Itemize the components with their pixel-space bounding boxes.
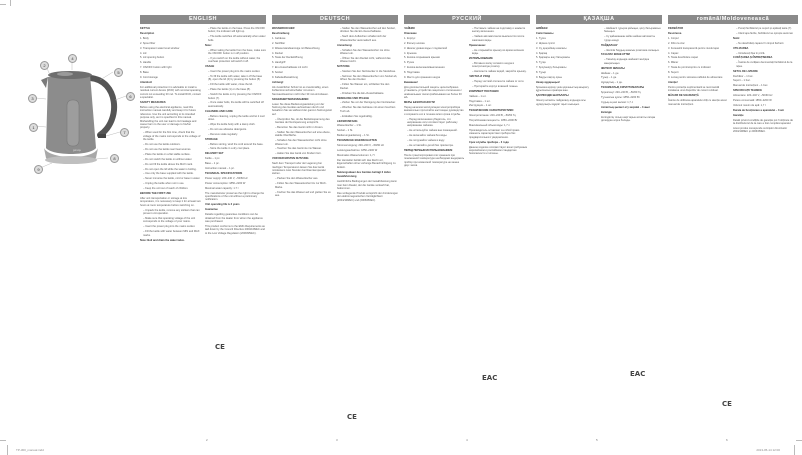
list-item: – Вставьте вилку сетевого шнура в электрическую розетку. [472,61,515,69]
paragraph: 5. Tasta deschidere capac [668,56,699,60]
paragraph: Suport – 1 buc. [733,79,751,83]
list-item: – Stecken Sie den Netzstecker in die Steckdose. [340,70,396,74]
paragraph: 8. Sockel [272,71,283,75]
paragraph: Instruction manual – 1 pc. [205,167,235,171]
section-heading: ИСПОЛЬЗОВАНИЕ [469,56,493,60]
section-heading: KETTLE [140,27,151,30]
paragraph: Потребляемая мощность: 1850–2200 Вт [469,119,518,123]
page-number: 3 [336,438,338,442]
section-heading: Garanție [733,113,744,117]
section-heading: Attention! [140,80,153,84]
section-heading: Gewährleistung [337,175,357,179]
list-item: – Протирайте корпус влажной тканью. [472,84,519,88]
section-heading: UTILIZAREA [733,46,749,50]
section-heading: Аспаптың қызмет ету мерзімі – 3 жыл [601,105,650,109]
list-item: – Füllen Sie den Wasserkocher bis zur MAX-Marke. [275,182,327,189]
paragraph: Электропитание: 220–240 В, ~50/60 Гц [469,114,516,118]
paragraph: Alimentare: 220–240 V, ~50/60 Hz [733,94,773,98]
callout-4: 4 [68,54,77,63]
paragraph: 4. Deckel [272,51,283,55]
list-item: – Не оставляйте детей без присмотра. [407,144,454,148]
paragraph: Fierbător – 1 buc. [733,74,754,78]
list-item: – Су қайнағаннан кейін шәйнек автоматты түрде өшеді. [604,35,656,42]
paragraph: Manual de instrucțiuni – 1 buc. [733,84,769,88]
list-item: – Do not switch the kettle on without water. [143,157,193,161]
list-item: – Перед чисткой отключите чайник от сети. [472,79,525,83]
paragraph: 8. Suport [668,71,679,75]
list-item: – Nu deschideți capacul în timpul fierberii. [736,41,785,45]
paragraph: Base – 1 pc. [205,162,220,166]
list-item: – Kochen Sie das Wasser auf und gießen Sie es aus. [275,190,331,197]
list-item: – Place the kettle on the base. Press the ON/OFF button; the indicator will light up. [208,27,266,34]
list-item: – Поставьте чайник на подставку и нажмите кнопку включения. [472,27,526,34]
section-heading: Назар аударыңыз! [536,80,560,84]
paragraph: Volumul maxim de apă: 1,7 l [733,104,766,107]
paragraph: 2. Netzfilter [272,41,286,45]
paragraph: 7. Кнопка включения/выключения [404,66,445,70]
list-item: – Benutzen Sie das Gerät nicht im Freien. [275,125,324,129]
section-heading: МЕРЫ БЕЗОПАСНОСТИ [404,101,435,104]
section-header-deutsch: DEUTSCH [272,15,398,24]
paragraph: 3. Су деңгейінің шкаласы [536,46,567,50]
paragraph: Acest produs corespunde cerințelor directivelor 2004/108/EC și 2006/95/EC. [733,127,788,134]
section-heading: WASSERKOCHER [272,27,295,30]
list-item: – Switch the kettle on by pressing the ON/OFF button (7). [208,93,262,100]
page-number: 5 [596,438,598,442]
section-heading: ТЕХНИЧЕСКИЕ ХАРАКТЕРИСТИКИ [469,109,514,113]
section-heading: Description [140,31,155,35]
panel-english [140,15,266,420]
list-item: – Never immerse the kettle, cord or base in water. [143,177,201,181]
paragraph: Данное изделие соответствует всем требуемым европейским и российским стандартам безопасности и гигиены. [469,145,527,156]
section-heading: VOR DER ERSTEN NUTZUNG [272,157,309,161]
list-item: – Чайник автоматически выключится после закипания воды. [472,35,525,42]
list-item: – Before storing, wind the cord around the base. [208,142,264,146]
section-heading: ТАЗАЛАУ ЖӘНЕ КҮТІМ [601,53,630,57]
callout-7: 7 [120,128,129,137]
list-item: – Store the kettle in a dry cool place. [208,147,250,151]
section-heading: STORAGE [205,137,218,141]
paragraph: 4. Capac [668,51,679,55]
column-left [668,27,729,135]
paragraph: Maximal water capacity: 1.7 l [205,186,239,190]
list-item: – Не используйте чайник вне помещений. [407,129,458,133]
paragraph: Bedienungsanleitung – 1 St. [337,134,370,138]
paragraph: Maximales Wasservolumen: 1,7 l [337,153,375,157]
list-item: – Öffnen Sie den Deckel nicht, während das Wasser kocht. [340,56,391,64]
callout-2: 2 [40,61,49,70]
list-item: – Place the kettle on a flat stable surface. [143,152,191,156]
paragraph: Шәйнек – 1 дн. [601,71,619,75]
section-heading: USAGE [205,65,215,69]
column-left [140,27,201,243]
paragraph: Wasserkocher – 1 St. [337,124,362,128]
paragraph: For additional protection it is advisable to install a residual current device (RCD) with nominal operating current not exceeding 30 mA. To install RCD, contact a specialist. [140,85,201,100]
footer-slug-left: TP-300_manual.indd [16,448,44,452]
section-heading: FIERBĂTOR [668,27,684,30]
list-item: – Place the kettle (1) on the base (8). [208,88,251,92]
paragraph: 3. Fereastră transparentă pentru nivelul apei [668,46,720,50]
list-item: – Тазалау алдында шәйнекті желіден ажыратыңыз. [604,58,650,65]
paragraph: 4. Lid [140,51,147,55]
section-heading: Note: [205,43,212,47]
list-item: – Nehmen Sie den Wasserkocher vom Sockel ab, öffnen Sie den Deckel. [340,74,398,82]
paragraph: 9. Место для хранения шнура [404,76,441,80]
list-item: – Când apa fierbe, fierbătorul se oprește automat. [736,31,794,35]
list-item: – Stellen Sie den Wasserkocher auf eine ebene, stabile Oberfläche. [275,130,331,138]
list-item: – Wipe the kettle body with a damp cloth. [208,122,256,126]
paragraph: 2. Spout filter [140,41,156,45]
list-item: – Stellen Sie den Wasserkocher auf den Sockel, drücken Sie die Ein-/Ausschalttaste. [340,27,396,34]
list-item: – Once water boils, the kettle will be switched off automatically. [208,101,264,108]
paragraph: 2. Фильтр носика [404,41,425,45]
list-item: – Не включайте чайник без воды. [407,134,448,138]
crop-mark [796,440,802,441]
list-item: – Do not fill the kettle above the MAX mark. [143,162,193,166]
paragraph: 8. Подставка [404,71,420,75]
section-heading: Guarantee [205,208,218,212]
section-heading: ТЕХНИКАЛЫҚ СИПАТТАМАЛАРЫ [601,86,645,90]
list-item: – Do not use the kettle near heat sources. [143,147,192,151]
list-item: – Make sure that operating voltage of the unit corresponds to the voltage of your mains. [143,216,196,224]
paragraph: The manufacturer preserves the right to change the specifications of the unit without a preliminary notification. [205,191,265,202]
list-item: – Ziehen Sie vor der Reinigung den Netzstecker. [340,101,396,105]
section-heading: REINIGUNG UND PFLEGE [337,96,370,100]
section-heading: LIEFERUMFANG [337,119,358,123]
paragraph: 1. Корпус [404,36,416,40]
callout-8: 8 [110,154,119,163]
paragraph: 4. Қақпақ [536,51,547,55]
paragraph: 7. ON/OFF button with light [140,66,172,70]
callout-3: 3 [28,94,37,103]
section-heading: TECHNISCHE EIGENSCHAFTEN [337,139,377,143]
list-item: – Puneți fierbătorul pe suport și apăsați tasta (7). [736,27,792,30]
paragraph: 9. Cord storage [140,76,158,80]
paragraph: After unit transportation or storage at low temperature, it is necessary to keep it for at least two hours at room temperature before switching on. [140,196,201,207]
list-item: – Unplug the kettle when not in use. [143,182,185,186]
paragraph: Power consumption: 1850–2200 W [205,181,246,185]
paragraph: 9. Бауды сақтау орны [536,76,562,80]
section-heading: ПАЙДАЛАНУ [601,43,618,47]
list-item: – Insert the power plug into the mains socket. [143,225,196,229]
paragraph: Электр аспапты пайдалану алдында осы нұсқаулықты мұқият оқып шығыңыз. [536,99,586,106]
list-item: – Überprüfen Sie, ob die Betriebsspannung des Gerätes der Netzspannung entspricht. [275,117,330,125]
section-heading: Anmerkung: [337,43,353,47]
paragraph: Перед началом эксплуатации электроприбора внимательно прочитайте настоящее руководство и сохраните его в течение всего срока службы. [404,105,464,116]
section-heading: SETUL DE LIVRARE [733,69,758,73]
paragraph: 3. Wasserstandsanzeige mit Beleuchtung [272,46,320,50]
paragraph: После транспортировки или хранения при пониженной температуре необходимо выдержать прибор при комнатной температуре не менее двух часов. [404,153,465,168]
section-heading: SICHERHEITSMASSNAHMEN [272,97,309,101]
paragraph: 1. Gehäuse [272,36,286,40]
list-item: – Перед включением убедитесь, что напряжение сети соответствует рабочему напряжению чайника. [407,117,458,128]
page-number: 4 [466,438,468,442]
paragraph: 8. Base [140,71,149,75]
list-item: – Do not open the lid while the water is boiling. [143,167,197,171]
paragraph: Судың ең көп көлемі: 1,7 л [601,101,634,104]
callout-1: 1 [29,123,38,132]
section-heading: КОМПЛЕКТ ПОСТАВКИ [469,89,499,93]
ce-mark-icon: CE [215,343,225,351]
callout-6: 6 [126,92,135,101]
kettle-icon [0,0,140,220]
paragraph: Power supply: 220–240 V, ~50/60 Hz [205,176,248,180]
section-heading: Achtung! [272,80,284,84]
eac-mark-icon: EAC [482,374,498,382]
list-item: – When taking the kettle from the base, make sure the ON/OFF button is in off position. [208,48,266,55]
section-heading: NUTZUNG [337,65,350,69]
section-header-kazakh: ҚАЗАҚША [536,15,662,24]
list-item: – Entkalken Sie regelmäßig. [340,114,373,118]
panel-romanian [668,15,798,420]
paragraph: Details regarding guarantee conditions can be obtained from the dealer from whom the appliance was purchased. [205,213,263,223]
section-header-romanian: română/Moldovenească [668,15,798,24]
list-item: – Remove scale regularly. [208,132,238,136]
list-item: – To fill the kettle with water, take it off the base (8), open the lid (4) by pressing the button (5). [208,74,263,82]
section-heading: BEFORE THE FIRST USE [140,192,171,196]
section-heading: Atenție! [668,80,678,84]
paragraph: Для дополнительной защиты целесообразно установить устройство защитного отключения с номинальным током срабатывания не более 30 мА. [404,85,462,100]
paragraph: Тұтынатын қуаты: 1850–2200 Вт [601,96,640,100]
list-item: – Halten Sie das Gerät von Kindern fern. [275,152,322,156]
paragraph: 7. Ein-/Ausschalttaste mit Licht [272,66,308,70]
section-heading: Примечание: [469,43,486,47]
list-item: – Do not use abrasive detergents. [208,127,247,131]
paragraph: Қоректенуі: 220–240 В, ~50/60 Гц [601,91,641,95]
paragraph: Înainte de utilizarea aparatului citiți cu atenție acest manual de instrucțiuni. [668,99,727,106]
list-item: – Do not use the kettle outdoors. [143,142,181,146]
list-item: – Insert the power plug into the mains socket. [208,70,261,74]
paragraph: Das vorliegende Produkt entspricht den Forderungen der elektromagnetischen Verträglichkeit (2004/108/EC) und (2006/95/EC). [337,192,398,202]
paragraph: 6. Ручка [404,61,414,65]
section-heading: ЖЕТКІЗУ ЖИНАҒЫ [601,66,625,70]
section-heading: SAFETY MEASURES [140,101,166,104]
paragraph: Kettle – 1 pc. [205,157,221,161]
paragraph: Der Hersteller behält sich das Recht vor, Eigenschaften ohne vorherige Benachrichtigung zu ändern. [337,158,396,169]
list-item: – Drücken Sie die Ein-/Ausschalttaste. [340,91,385,95]
paragraph: 6. Тұтқа [536,61,546,65]
column-left [536,27,597,124]
list-item: – Introduceți fișa în priză. [736,51,765,55]
paragraph: 1. Corpul [668,36,679,40]
list-item: – Не открывайте крышку во время кипения воды. [472,48,524,55]
paragraph: Pentru protecție suplimentară se recomandă instalarea unui dispozitiv de curent rezidual. [668,85,720,93]
section-heading: ҚАУІПСІЗДІК ШАРАЛАРЫ [536,94,569,98]
paragraph: Қосымша қорғау үшін қорғаныстық ажырату құрылғысын орнатқан жөн. [536,85,589,93]
eac-mark-icon: EAC [630,370,646,378]
paragraph: Нұсқаулық – 1 дн. [601,81,623,85]
paragraph: Als zusätzlicher Schutz ist es zweckmäßig, einen Fehlerstromschutzschalter mit einem Nennauslösestrom nicht über 30 mA einzubauen. [272,85,329,96]
section-header-english: ENGLISH [140,15,266,24]
section-heading: Внимание! [404,80,418,84]
paragraph: 4. Крышка [404,51,417,55]
list-item: – Use only the base supplied with the kettle. [143,172,194,176]
column-right [733,27,794,135]
list-item: – Packen Sie den Wasserkocher aus. [275,177,319,181]
list-item: – Tauchen Sie das Gerät nie ins Wasser. [275,147,322,151]
paragraph: Sockel – 1 St. [337,129,354,133]
paragraph: 5. Lid opening button [140,56,165,60]
ce-mark-icon: CE [722,400,732,408]
list-item: – Füllen Sie Wasser ein, schließen Sie den Deckel. [340,83,390,90]
section-heading: ПЕРЕД ПЕРВЫМ ИСПОЛЬЗОВАНИЕМ [404,148,453,152]
section-heading: CURĂȚAREA ȘI ÎNTREȚINEREA [733,56,773,60]
list-item: – When used for the first time, check that the voltage of the mains corresponds to the voltage of the kettle. [143,131,201,142]
paragraph: This product conforms to the EMC-Requirements as laid down by the Council Directive 2004/108/EC and to the Low Voltage Regulation (2006/95/EC). [205,224,265,235]
section-heading: Срок службы прибора – 3 года [469,140,509,144]
section-heading: Описание [404,31,417,35]
panel-deutsch [272,15,398,420]
list-item: – Înainte de curățare deconectați fierbătorul de la rețea. [736,61,793,68]
section-heading: Beschreibung [272,31,290,35]
list-item: – Наполните чайник водой, закройте крышку. [472,70,527,74]
list-item: – Unpack the kettle, remove any stickers that can prevent unit operation. [143,208,200,216]
section-heading: DELIVERY SET [205,152,224,156]
column-right [337,27,398,204]
section-heading: TECHNICAL SPECIFICATIONS [205,172,243,175]
paragraph: Detalii privind condițiile de garanție pot fi obținute de la distribuitorul de la care a fost cumpărat aparatul. [733,118,793,126]
column-right [469,27,530,169]
list-item: – Keep the unit out of reach of children. [143,187,189,191]
list-item: – Fill the kettle with water between MIN and MAX marks. [143,230,200,237]
list-item: – The kettle switches off automatically when water boils. [208,35,266,42]
callout-9: 9 [34,165,43,174]
callout-5: 5 [114,68,123,77]
panel-russian [404,15,530,420]
section-header-russian: РУССКИЙ [404,15,530,24]
section-heading: Сипаттамасы [536,31,554,35]
column-right [205,27,266,243]
column-left [404,27,465,169]
list-item: – Желілік баудың ашасын розеткаға салыңыз. [604,48,660,52]
list-item: – Wischen Sie das Gehäuse mit einem feuchten Tuch ab. [340,106,396,113]
list-item: – Не погружайте чайник в воду. [407,139,445,143]
paragraph: 7. Tasta de pornire/oprire cu indicator [668,66,711,70]
paragraph: Тұғыр – 1 дн. [601,76,617,80]
paragraph: Leistungsaufnahme: 1850–2200 W [337,148,378,152]
paragraph: 3. Transparent water level window [140,46,180,50]
panel-kazakh [536,15,662,420]
paragraph: Putere consumată: 1850–2200 W [733,99,772,103]
section-heading: ЧАЙНИК [404,27,415,30]
paragraph: 5. Кнопка открывания крышки [404,56,440,60]
paragraph: 1. Body [140,36,149,40]
page-number: 2 [206,438,208,442]
ce-mark-icon: CE [347,413,357,421]
section-heading: Unit operating life is 3 years [205,203,240,207]
list-item: – Schalten Sie den Wasserkocher nie ohne Wasser ein. [340,48,390,55]
paragraph: 1. Тұлға [536,36,546,40]
paragraph: 5. Taste der Deckelöffnung [272,56,303,60]
paragraph: 8. Тұғыр [536,71,547,75]
list-item: – Fill the kettle with water, close the lid. [208,83,253,87]
paragraph: Чайник – 1 шт. [469,94,487,98]
paragraph: Максимальный объем воды: 1,7 л [469,124,510,128]
paragraph: 9. Kabelaufbewahrung [272,76,298,80]
section-heading: CLEANING AND CARE [205,109,233,113]
paragraph: Nach dem Transport oder der Lagerung bei niedrigen Temperaturen lassen Sie das Gerät mindestens zwei Stunden bei Raumtemperatur stehen. [272,162,326,176]
list-item: – Шәйнекті тұғырға қойыңыз, қосу батырмасын басыңыз. [604,27,661,34]
paragraph: 6. Handle [140,61,152,65]
paragraph: Ausführliche Bedingungen der Gewährleistung kann man beim Dealer, der die Geräte verkauft hat, bekommen. [337,180,397,191]
paragraph: 9. Locaș pentru stocarea cablului de alimentare [668,76,723,80]
paragraph: Производитель оставляет за собой право изменять характеристики прибора без предварительного уведомления. [469,128,520,139]
paragraph: Подставка – 1 шт. [469,99,491,103]
paragraph: 6. Mâner [668,61,679,65]
section-heading: Descrierea [668,31,682,35]
section-heading: Durata de funcționare a aparatului – 3 ani [733,108,784,112]
list-item: – Before cleaning, unplug the kettle and let it cool down. [208,114,265,122]
paragraph: Stromversorgung: 220–240 V, ~50/60 Hz [337,144,384,148]
kettle-illustration [0,0,140,455]
paragraph: 7. Қосу/өшіру батырмасы [536,66,567,70]
section-heading: Notă: [733,36,740,40]
paragraph: 3. Шкала уровня воды с подсветкой [404,46,448,50]
crop-mark [794,445,795,455]
list-item: – Schalten Sie den Wasserkocher nicht ohne Wasser ein. [275,139,327,146]
paragraph: 2. Filtru la cioc [668,41,685,45]
section-heading: SPECIFICAȚII TEHNICE [733,89,762,93]
paragraph: Lesen Sie diese Bedienungsanleitung vor der Nutzung des Gerätes aufmerksam durch und bewahren Sie sie während der ganzen Nutzungszeit auf. [272,102,332,116]
list-item: – If you switch on the kettle without water, the overheat protection will switch it off. [208,56,261,64]
list-item: – Nach dem Aufkochen schaltet sich der Wasserkocher automatisch aus. [340,35,387,42]
page-number: 6 [726,438,728,442]
section-heading: ШӘЙНЕК [536,27,548,30]
section-heading: Кепілдік [601,110,612,114]
section-heading: Note: Boil and drain the water twice. [140,238,185,242]
paragraph: 5. Қақпақты ашу батырмасы [536,56,570,60]
brand-mark: gorenje [73,149,81,152]
paragraph: Before using the electrical appliance, read this instruction manual carefully and keep it for future reference. Use the unit according to its intended purpose only, as it is specified in this manual. Mishandling the unit can lead to its breakage and cause harm to the user or damage to his/her property. [140,105,197,130]
paragraph: Кепілдіктің толық шарттарын аспапты сатқан дилерден алуға болады. [601,115,656,123]
section-heading: MĂSURI DE SIGURANȚĂ [668,94,699,98]
column-right [601,27,662,124]
footer-slug-right: 2013-05-14 12:00 [756,448,780,452]
column-left [272,27,333,204]
paragraph: 6. Handgriff [272,61,286,65]
section-heading: ЧИСТКА И УХОД [469,74,490,78]
paragraph: Инструкция – 1 шт. [469,104,492,108]
paragraph: 2. Шүмек сүзгісі [536,41,555,45]
section-heading: Nutzungsdauer des Gerätes beträgt 3 Jahre [337,170,391,174]
